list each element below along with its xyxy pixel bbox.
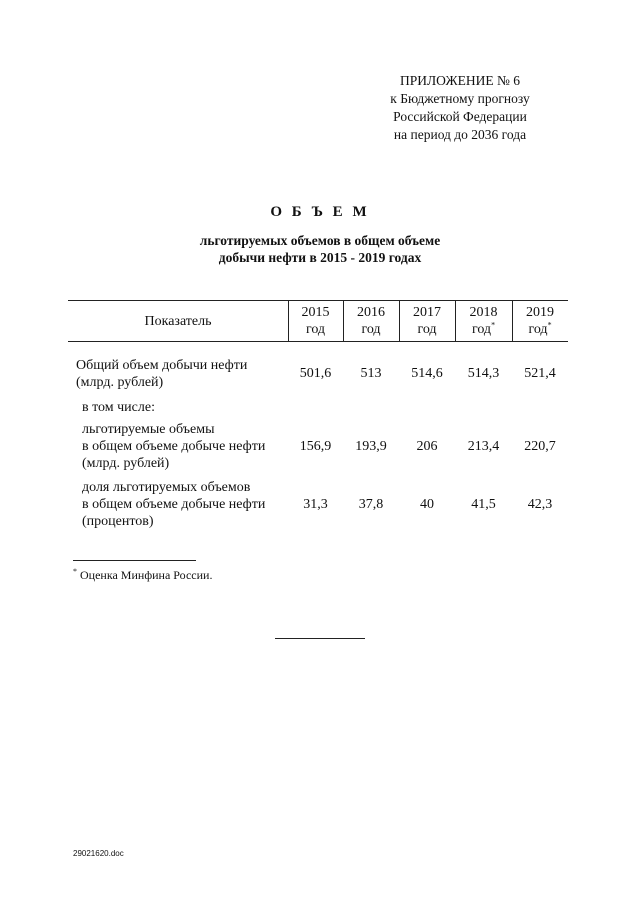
table-cell: 42,3 xyxy=(527,497,553,512)
end-separator xyxy=(275,638,365,639)
column-header-year: 2019 год* xyxy=(526,305,554,337)
table-cell: 193,9 xyxy=(355,439,387,454)
table-cell: 514,6 xyxy=(411,366,443,381)
column-header-year: 2018 год* xyxy=(469,305,498,337)
table-top-rule xyxy=(68,300,568,301)
table-cell: 206 xyxy=(416,439,438,454)
footnote xyxy=(73,568,212,583)
subtitle-line: добычи нефти в 2015 - 2019 годах xyxy=(218,250,422,265)
footnote-mark: * xyxy=(73,567,77,576)
column-header-year: 2017 год xyxy=(413,305,441,337)
row-subheading: в том числе: xyxy=(82,400,155,415)
table-cell: 514,3 xyxy=(467,366,500,381)
estimate-mark: * xyxy=(491,320,496,330)
column-header-year: 2016 год xyxy=(357,305,385,337)
appendix-header xyxy=(330,72,590,144)
footnote-text: Оценка Минфина России. xyxy=(80,568,213,582)
column-header-indicator: Показатель xyxy=(144,314,212,329)
appendix-ref-line: Российской Федерации xyxy=(393,109,527,124)
table-cell: 31,3 xyxy=(303,497,328,512)
table-cell: 220,7 xyxy=(524,439,556,454)
document-filename: 29021620.doc xyxy=(73,849,124,858)
table-cell: 513 xyxy=(360,366,382,381)
estimate-mark: * xyxy=(547,320,552,330)
appendix-ref-line: на период до 2036 года xyxy=(393,127,527,142)
table-cell: 213,4 xyxy=(467,439,500,454)
row-label: Общий объем добычи нефти (млрд. рублей) xyxy=(76,358,248,390)
column-header-year: 2015 год xyxy=(301,305,330,337)
table-cell: 41,5 xyxy=(471,497,496,512)
row-label: льготируемые объемы в общем объеме добыче нефти (млрд. рублей) xyxy=(82,422,266,471)
table-cell: 156,9 xyxy=(299,439,332,454)
table-cell: 501,6 xyxy=(299,366,332,381)
appendix-number: ПРИЛОЖЕНИЕ № 6 xyxy=(399,73,521,88)
table-cell: 521,4 xyxy=(524,366,556,381)
table-cell: 37,8 xyxy=(358,497,384,512)
subtitle-line: льготируемых объемов в общем объеме xyxy=(199,233,441,248)
table-cell: 40 xyxy=(420,497,434,512)
document-subtitle xyxy=(0,232,640,266)
footnote-separator xyxy=(73,560,196,561)
document-title: О Б Ъ Е М xyxy=(270,204,370,220)
appendix-ref-line: к Бюджетному прогнозу xyxy=(390,91,530,106)
row-label: доля льготируемых объемов в общем объеме добыче нефти (процентов) xyxy=(82,480,266,529)
table-header-rule xyxy=(68,341,568,342)
